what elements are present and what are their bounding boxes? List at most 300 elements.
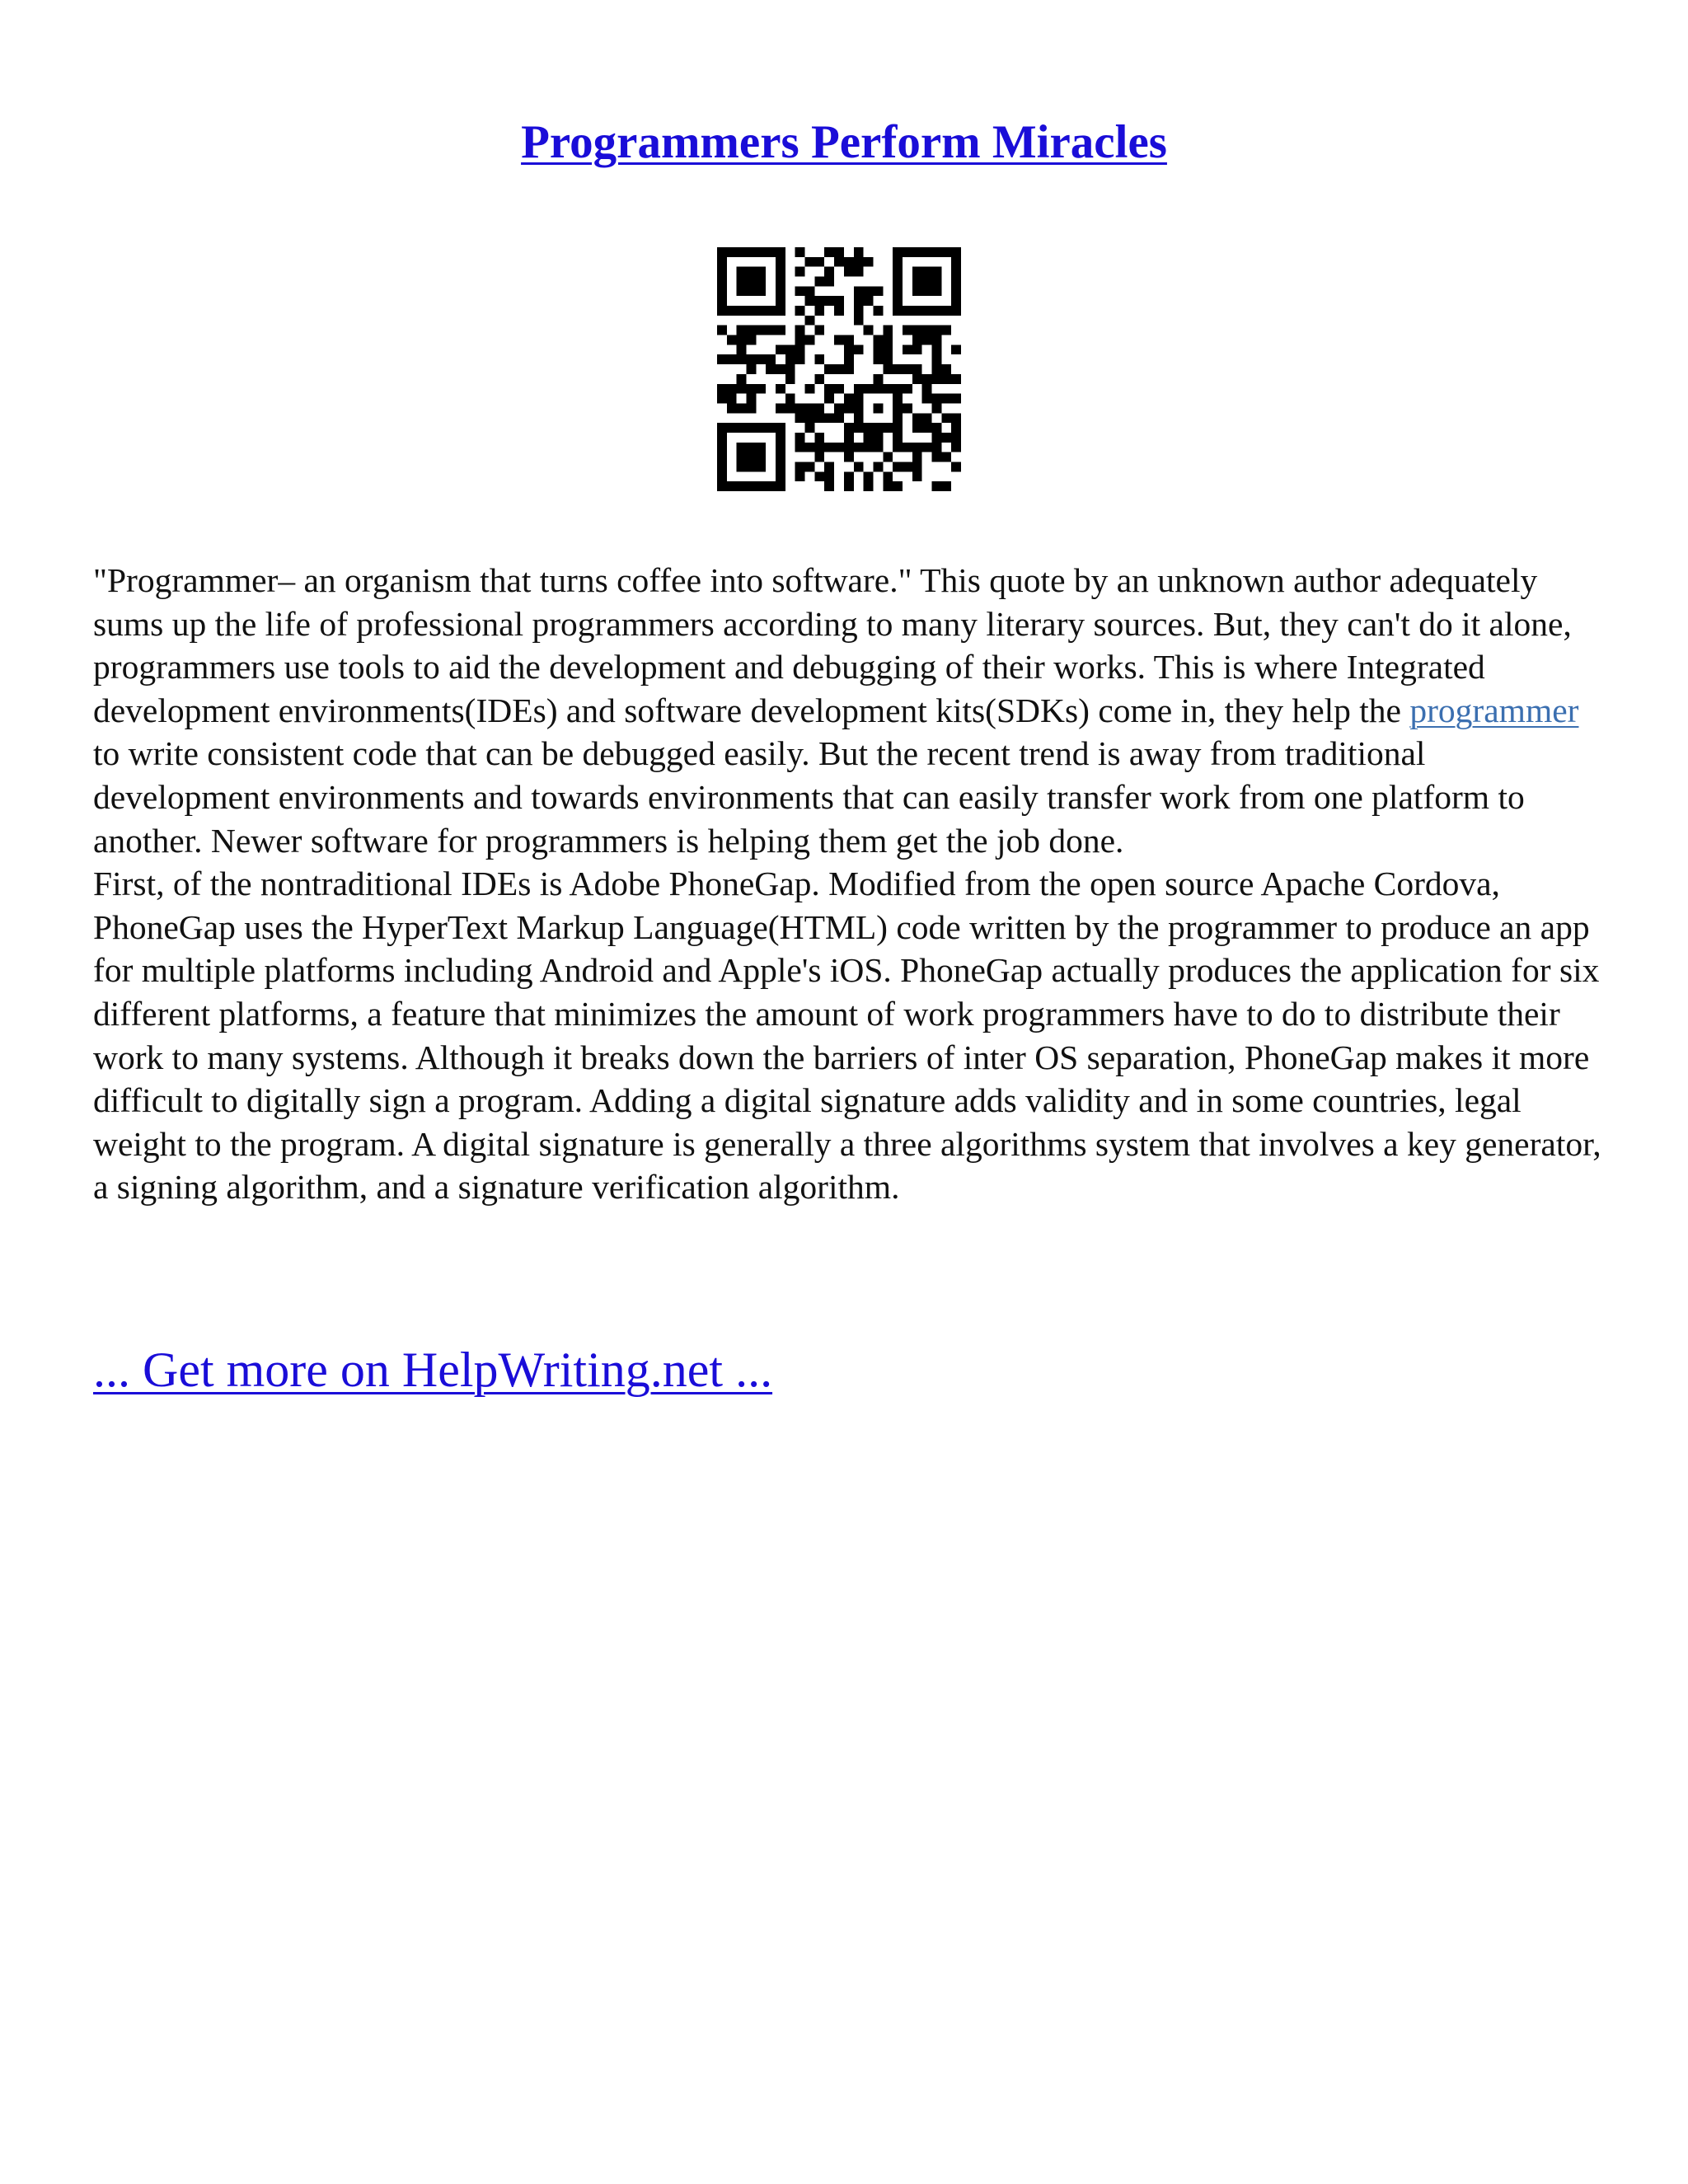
qr-module [834, 443, 844, 452]
qr-module [883, 471, 893, 481]
qr-module [922, 286, 932, 296]
qr-module [931, 423, 941, 433]
qr-module [737, 335, 747, 345]
qr-module [717, 452, 727, 462]
qr-module [931, 364, 941, 374]
qr-module [844, 433, 854, 443]
qr-module [941, 452, 951, 462]
qr-module [747, 403, 757, 413]
qr-module [756, 384, 766, 394]
qr-module [747, 462, 757, 471]
qr-module [814, 413, 824, 423]
qr-module [756, 306, 766, 316]
qr-module [795, 344, 805, 354]
qr-module [814, 326, 824, 335]
qr-module [756, 481, 766, 491]
qr-module [912, 374, 922, 384]
qr-module [717, 384, 727, 394]
qr-module [931, 335, 941, 345]
qr-module [903, 364, 912, 374]
qr-module [737, 374, 747, 384]
qr-module [912, 452, 922, 462]
qr-module [941, 306, 951, 316]
qr-module [903, 306, 912, 316]
qr-module [893, 394, 903, 404]
qr-module [854, 443, 864, 452]
qr-module [834, 335, 844, 345]
qr-module [951, 286, 961, 296]
qr-module [824, 481, 834, 491]
qr-module [737, 443, 747, 452]
qr-module [805, 316, 815, 326]
qr-module [931, 344, 941, 354]
qr-module [766, 423, 776, 433]
qr-module [941, 326, 951, 335]
qr-module [834, 384, 844, 394]
qr-module [717, 306, 727, 316]
qr-module [844, 452, 854, 462]
qr-module [873, 423, 883, 433]
qr-module [893, 413, 903, 423]
qr-module [854, 394, 864, 404]
qr-module [912, 306, 922, 316]
qr-module [912, 267, 922, 277]
qr-module [922, 413, 932, 423]
qr-module [795, 326, 805, 335]
qr-module [737, 247, 747, 257]
qr-module [854, 403, 864, 413]
qr-module [814, 354, 824, 364]
qr-module [776, 296, 785, 306]
qr-module [864, 433, 874, 443]
qr-module [873, 374, 883, 384]
qr-module [824, 247, 834, 257]
qr-module [776, 326, 785, 335]
qr-module [717, 257, 727, 267]
qr-module [717, 277, 727, 287]
qr-module [805, 413, 815, 423]
qr-module [747, 277, 757, 287]
page-title-link[interactable]: Programmers Perform Miracles [521, 116, 1167, 168]
qr-module [814, 296, 824, 306]
qr-module [834, 296, 844, 306]
qr-module [805, 286, 815, 296]
qr-module [747, 394, 757, 404]
qr-module [951, 423, 961, 433]
qr-module [854, 286, 864, 296]
paragraph-phonegap: First, of the nontraditional IDEs is Adobe PhoneGap. Modified from the open source Apache Cordova, PhoneGap uses the HyperText Markup Language(HTML) code written by the programmer to produce an app for multiple platforms including Android and Apple's iOS. PhoneGap actually produces the application for six different platforms, a feature that minimizes the amount of work programmers have to do to distribute their work to many systems. Although it breaks down the barriers of inter OS separation, PhoneGap makes it more difficult to digitally sign a program. Adding a digital signature adds validity and in some countries, legal weight to the program. A digital signature is generally a three algorithms system that involves a key generator, a signing algorithm, and a signature verification algorithm. [93, 865, 1601, 1207]
qr-module [805, 423, 815, 433]
qr-module [951, 306, 961, 316]
qr-module [747, 286, 757, 296]
qr-module [873, 384, 883, 394]
qr-module [717, 481, 727, 491]
qr-module [883, 481, 893, 491]
qr-module [747, 247, 757, 257]
qr-module [951, 267, 961, 277]
qr-module [912, 413, 922, 423]
qr-module [776, 433, 785, 443]
qr-module [844, 354, 854, 364]
qr-module [805, 443, 815, 452]
more-link-container [93, 1342, 772, 1399]
qr-module [941, 481, 951, 491]
qr-module [893, 481, 903, 491]
qr-module [805, 296, 815, 306]
qr-module [922, 267, 932, 277]
qr-module [747, 354, 757, 364]
qr-module [824, 413, 834, 423]
qr-module [912, 443, 922, 452]
qr-module [776, 443, 785, 452]
qr-module [912, 326, 922, 335]
qr-module [766, 326, 776, 335]
qr-module [795, 443, 805, 452]
qr-module [844, 423, 854, 433]
qr-module [873, 433, 883, 443]
qr-module [795, 471, 805, 481]
qr-module [844, 335, 854, 345]
qr-module [814, 471, 824, 481]
qr-module [931, 433, 941, 443]
qr-module [824, 394, 834, 404]
qr-module [756, 247, 766, 257]
qr-module [737, 481, 747, 491]
qr-module [893, 384, 903, 394]
qr-module [941, 247, 951, 257]
qr-module [717, 462, 727, 471]
qr-module [912, 335, 922, 345]
qr-module [931, 306, 941, 316]
qr-module [912, 286, 922, 296]
qr-module [717, 433, 727, 443]
qr-module [717, 267, 727, 277]
qr-module [893, 403, 903, 413]
qr-module [717, 394, 727, 404]
qr-module [893, 286, 903, 296]
qr-module [854, 316, 864, 326]
qr-module [776, 452, 785, 462]
qr-module [883, 354, 893, 364]
qr-module [737, 267, 747, 277]
qr-module [747, 423, 757, 433]
qr-module [727, 384, 737, 394]
qr-module [785, 354, 795, 364]
qr-module [717, 423, 727, 433]
qr-module [931, 286, 941, 296]
qr-module [941, 413, 951, 423]
qr-module [922, 374, 932, 384]
qr-module [795, 413, 805, 423]
qr-module [931, 403, 941, 413]
qr-module [805, 257, 815, 267]
qr-module [844, 364, 854, 374]
qr-module [922, 384, 932, 394]
qr-module [727, 423, 737, 433]
qr-module [717, 443, 727, 452]
qr-module [814, 433, 824, 443]
qr-module [814, 374, 824, 384]
qr-module [727, 247, 737, 257]
qr-module [844, 257, 854, 267]
qr-module [931, 394, 941, 404]
qr-module [776, 471, 785, 481]
qr-module [912, 462, 922, 471]
qr-module [873, 354, 883, 364]
qr-module [824, 296, 834, 306]
qr-module [766, 306, 776, 316]
qr-module [864, 443, 874, 452]
qr-module [747, 267, 757, 277]
qr-module [727, 394, 737, 404]
qr-module [873, 403, 883, 413]
qr-module [776, 462, 785, 471]
qr-module [903, 384, 912, 394]
qr-module [931, 326, 941, 335]
qr-module [883, 364, 893, 374]
qr-module [824, 471, 834, 481]
title-container [0, 115, 1688, 169]
qr-module [931, 267, 941, 277]
qr-module [922, 277, 932, 287]
qr-module [893, 257, 903, 267]
qr-module [756, 277, 766, 287]
qr-module [776, 306, 785, 316]
qr-module [931, 354, 941, 364]
qr-code-graphic [717, 247, 961, 491]
qr-module [903, 462, 912, 471]
qr-module [854, 247, 864, 257]
qr-module [737, 354, 747, 364]
qr-module [893, 277, 903, 287]
qr-module [844, 443, 854, 452]
qr-module [893, 443, 903, 452]
qr-module [951, 443, 961, 452]
qr-module [844, 471, 854, 481]
qr-module [737, 462, 747, 471]
qr-module [737, 403, 747, 413]
qr-module [776, 247, 785, 257]
qr-module [747, 452, 757, 462]
qr-module [727, 354, 737, 364]
qr-module [873, 335, 883, 345]
qr-module [864, 286, 874, 296]
qr-module [912, 423, 922, 433]
qr-module [951, 394, 961, 404]
qr-module [844, 344, 854, 354]
qr-module [864, 481, 874, 491]
qr-module [873, 443, 883, 452]
qr-module [941, 364, 951, 374]
get-more-link[interactable]: ... Get more on HelpWriting.net ... [93, 1343, 773, 1397]
qr-module [824, 267, 834, 277]
qr-module [922, 326, 932, 335]
qr-module [922, 335, 932, 345]
qr-module [766, 481, 776, 491]
qr-module [883, 384, 893, 394]
qr-module [756, 267, 766, 277]
qr-module [834, 247, 844, 257]
qr-module [737, 326, 747, 335]
qr-module [824, 384, 834, 394]
qr-module [854, 423, 864, 433]
qr-module [912, 247, 922, 257]
qr-module [903, 326, 912, 335]
qr-module [912, 277, 922, 287]
qr-module [785, 394, 795, 404]
qr-module [717, 471, 727, 481]
qr-module [931, 452, 941, 462]
qr-module [854, 384, 864, 394]
qr-module [864, 257, 874, 267]
qr-module [854, 462, 864, 471]
qr-module [737, 384, 747, 394]
qr-module [931, 374, 941, 384]
qr-module [912, 344, 922, 354]
qr-module [795, 462, 805, 471]
qr-module [795, 267, 805, 277]
qr-module [893, 462, 903, 471]
qr-module [883, 423, 893, 433]
qr-module [883, 326, 893, 335]
qr-module [776, 277, 785, 287]
qr-module [864, 384, 874, 394]
qr-module [756, 286, 766, 296]
qr-module [903, 443, 912, 452]
qr-module [834, 403, 844, 413]
paragraph-intro-text-before: "Programmer– an organism that turns coffee into software." This quote by an unknown author adequately sums up the life of professional programmers according to many literary sources. But, they can't do it alone, programmers use tools to aid the development and debugging of their works. This is where Integrated development environments(IDEs) and software development kits(SDKs) come in, they help the [93, 561, 1572, 729]
qr-module [776, 257, 785, 267]
qr-module [912, 471, 922, 481]
qr-module [795, 354, 805, 364]
qr-module [883, 335, 893, 345]
qr-module [805, 384, 815, 394]
qr-module [756, 462, 766, 471]
qr-module [814, 452, 824, 462]
qr-module [893, 364, 903, 374]
qr-module [844, 481, 854, 491]
qr-module [717, 326, 727, 335]
qr-module [805, 403, 815, 413]
qr-module [747, 384, 757, 394]
qr-module [756, 326, 766, 335]
qr-module [785, 374, 795, 384]
qr-module [824, 364, 834, 374]
qr-module [931, 247, 941, 257]
qr-module [717, 286, 727, 296]
qr-module [727, 403, 737, 413]
qr-module [776, 344, 785, 354]
qr-module [931, 277, 941, 287]
qr-module [903, 403, 912, 413]
qr-module [805, 335, 815, 345]
qr-module [747, 481, 757, 491]
qr-module [747, 443, 757, 452]
qr-module [951, 277, 961, 287]
qr-module [854, 306, 864, 316]
qr-module [873, 344, 883, 354]
qr-module [893, 306, 903, 316]
qr-module [756, 452, 766, 462]
qr-module [795, 335, 805, 345]
qr-module [727, 481, 737, 491]
qr-module [756, 423, 766, 433]
qr-module [814, 443, 824, 452]
qr-module [747, 364, 757, 374]
qr-module [727, 306, 737, 316]
qr-module [834, 257, 844, 267]
qr-module [737, 286, 747, 296]
qr-module [864, 471, 874, 481]
qr-module [766, 364, 776, 374]
qr-module [883, 344, 893, 354]
qr-module [951, 296, 961, 306]
qr-module [922, 247, 932, 257]
qr-module [756, 354, 766, 364]
qr-module [766, 354, 776, 364]
qr-module [951, 413, 961, 423]
qr-module [747, 335, 757, 345]
qr-module [776, 286, 785, 296]
qr-code-icon [717, 247, 961, 491]
article-body [93, 559, 1601, 1209]
qr-module [864, 296, 874, 306]
qr-module [834, 306, 844, 316]
qr-module [795, 433, 805, 443]
qr-module [893, 433, 903, 443]
qr-module [883, 452, 893, 462]
qr-module [893, 423, 903, 433]
qr-module [893, 267, 903, 277]
qr-module [824, 443, 834, 452]
programmer-link[interactable]: programmer [1409, 691, 1579, 729]
qr-module [776, 403, 785, 413]
qr-module [785, 403, 795, 413]
qr-module [795, 306, 805, 316]
qr-module [776, 384, 785, 394]
qr-module [922, 443, 932, 452]
qr-module [931, 481, 941, 491]
qr-module [737, 344, 747, 354]
qr-module [717, 247, 727, 257]
qr-module [951, 247, 961, 257]
qr-module [893, 247, 903, 257]
qr-module [903, 247, 912, 257]
qr-module [854, 344, 864, 354]
qr-module [951, 374, 961, 384]
qr-module [795, 286, 805, 296]
qr-module [737, 306, 747, 316]
qr-module [941, 374, 951, 384]
qr-module [922, 394, 932, 404]
qr-module [785, 364, 795, 374]
qr-module [873, 462, 883, 471]
qr-module [747, 306, 757, 316]
qr-module [864, 423, 874, 433]
qr-module [854, 267, 864, 277]
qr-module [727, 335, 737, 345]
qr-module [814, 306, 824, 316]
qr-module [785, 344, 795, 354]
qr-module [737, 277, 747, 287]
qr-module [795, 247, 805, 257]
qr-module [873, 286, 883, 296]
qr-module [717, 354, 727, 364]
qr-module [922, 306, 932, 316]
qr-module [922, 423, 932, 433]
qr-module [737, 452, 747, 462]
qr-module [814, 277, 824, 287]
